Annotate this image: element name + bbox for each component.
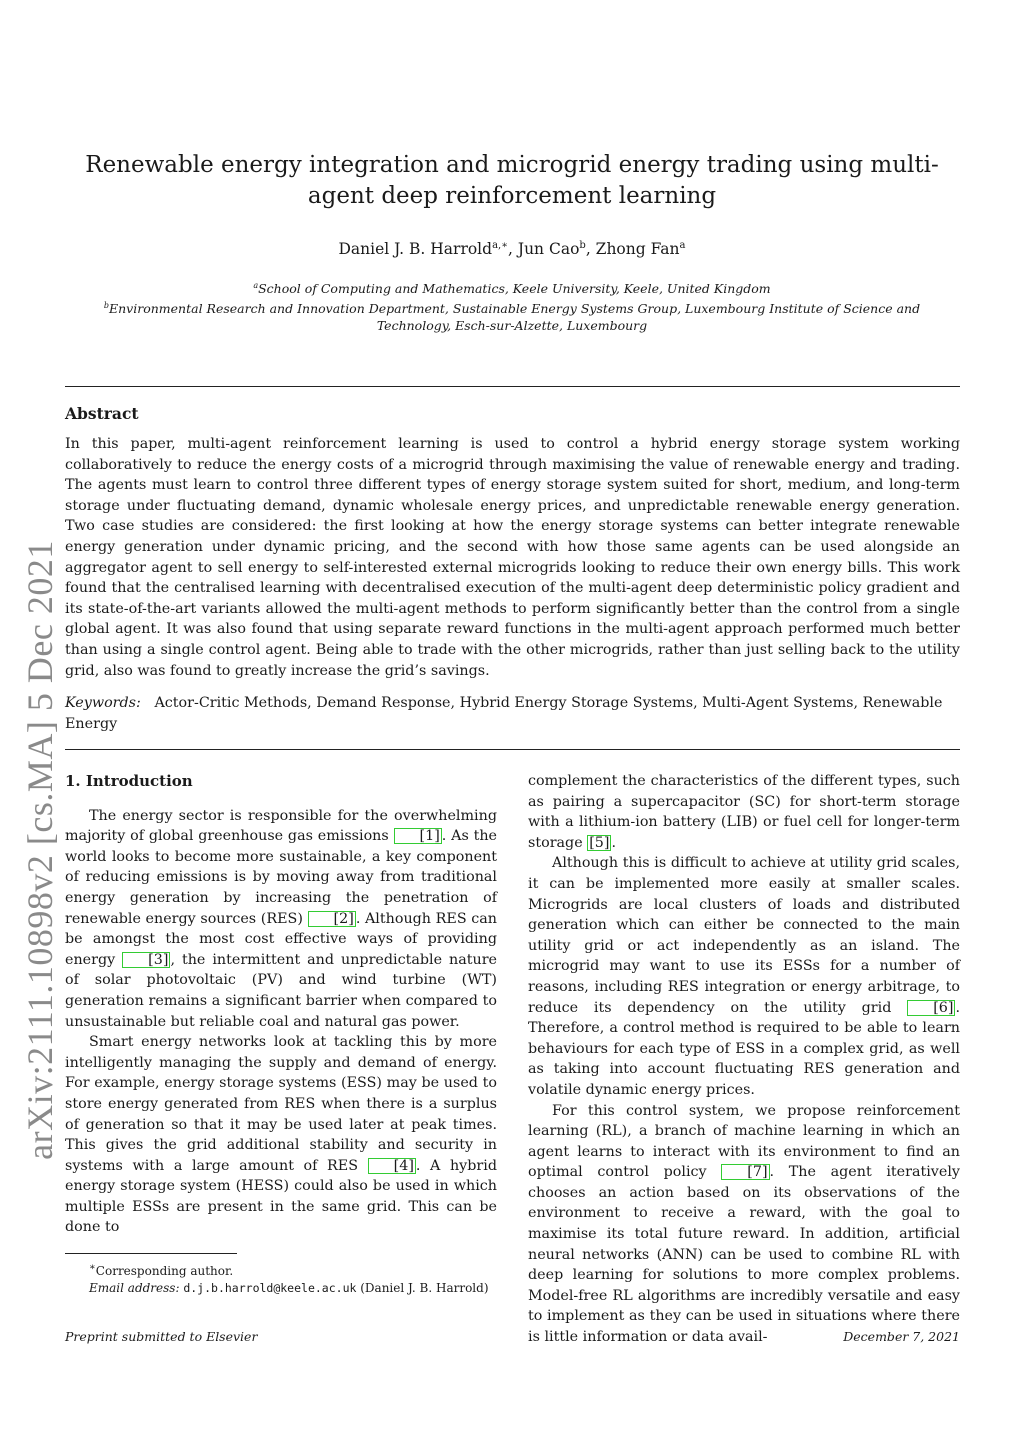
- author-name: Jun Cao: [517, 240, 580, 259]
- footnote: [65, 1259, 497, 1297]
- footer-date: December 7, 2021: [843, 1329, 960, 1344]
- email-owner: (Daniel J. B. Harrold): [360, 1281, 489, 1295]
- left-column: [65, 771, 497, 1238]
- body-paragraph: complement the characteristics of the different types, such as pairing a supercapacitor (SC) for short-term storage with a lithium-ion battery (LIB) or fuel cell for longer-term storage [5] .: [528, 773, 960, 851]
- affiliation-mark: b: [103, 301, 109, 311]
- citation-link[interactable]: [2]: [308, 911, 356, 927]
- citation-link[interactable]: [5]: [589, 834, 610, 851]
- email-label: Email address:: [89, 1281, 180, 1295]
- author-affiliation-mark: a,∗: [492, 240, 508, 251]
- divider-bottom: [65, 749, 960, 750]
- email-link[interactable]: d.j.b.harrold@keele.ac.uk: [183, 1281, 357, 1295]
- right-column-body: [528, 771, 960, 1348]
- body-paragraph: For this control system, we propose reinforcement learning (RL), a branch of machine learning in which an agent learns to interact with its environment to find an optimal control policy [7] . The agent iteratively chooses an action based on its observations of the environment to receive a reward, with the goal to maximise its total future reward. In addition, artificial neural networks (ANN) can be used to combine RL with deep learning for solutions to more complex problems. Model-free RL algorithms are incredibly versatile and easy to implement as they can be used in situations where there is little information or data avail-: [528, 1102, 960, 1346]
- abstract-text: In this paper, multi-agent reinforcement learning is used to control a hybrid energy storage system working collaboratively to reduce the energy costs of a microgrid through maximising the value of renewable energy and trading. The agents must learn to control three different types of energy storage system suited for short, medium, and long-term storage under fluctuating demand, dynamic wholesale energy prices, and unpredictable renewable energy generation. Two case studies are considered: the first looking at how the energy storage systems can better integrate renewable energy generation under dynamic pricing, and the second with how those same agents can be used alongside an aggregator agent to sell energy to self-interested external microgrids looking to reduce their own energy bills. This work found that the centralised learning with decentralised execution of the multi-agent deep deterministic policy gradient and its state-of-the-art variants allowed the multi-agent methods to perform significantly better than the control from a single global agent. It was also found that using separate reward functions in the multi-agent approach performed much better than using a single control agent. Being able to trade with the other microgrids, rather than just selling back to the utility grid, also was found to greatly increase the grid’s savings.: [65, 436, 960, 679]
- citation-link[interactable]: [7]: [721, 1164, 769, 1180]
- citation-link[interactable]: [3]: [122, 952, 170, 968]
- footnote-mark: ∗: [89, 1262, 96, 1273]
- affiliation: [90, 297, 934, 334]
- section-heading-introduction: 1. Introduction: [65, 772, 193, 790]
- affiliation-text: School of Computing and Mathematics, Keele University, Keele, United Kingdom: [258, 281, 771, 297]
- keywords: [65, 693, 960, 734]
- divider-top: [65, 386, 960, 387]
- citation-link[interactable]: [6]: [907, 1000, 955, 1016]
- body-paragraph: Although this is difficult to achieve at utility grid scales, it can be implemented more easily at smaller scales. Microgrids are local clusters of loads and distributed generation which can either be connected to the main utility grid or act independently as an island. The microgrid may want to use its ESSs for a number of reasons, including RES integration or energy arbitrage, to reduce its dependency on the utility grid [6] . Therefore, a control method is required to be able to learn behaviours for each type of ESS in a complex grid, as well as taking into account fluctuating RES generation and volatile dynamic energy prices.: [528, 855, 960, 1098]
- author-affiliation-mark: b: [579, 240, 586, 251]
- keywords-text: Actor-Critic Methods, Demand Response, Hybrid Energy Storage Systems, Multi-Agent Systems, Renewable Energy: [65, 695, 943, 732]
- footer-preprint-note: Preprint submitted to Elsevier: [65, 1329, 258, 1344]
- abstract-heading: Abstract: [65, 404, 139, 423]
- author-list: Daniel J. B. Harrold$^{a,∗}$, Jun Cao$^b$, Zhong Fan$^a$: [338, 240, 686, 259]
- right-column: [528, 771, 960, 1348]
- footnote-text: Corresponding author.: [95, 1264, 234, 1278]
- left-column-body: [65, 806, 497, 1238]
- affiliation: [90, 277, 934, 297]
- citation-link[interactable]: [4]: [368, 1158, 416, 1174]
- keywords-label: Keywords:: [65, 695, 141, 711]
- author-affiliation-mark: a: [679, 240, 686, 251]
- affiliations: [90, 277, 934, 334]
- body-paragraph: Smart energy networks look at tackling this by more intelligently managing the supply and demand of energy. For example, energy storage systems (ESS) may be used to store energy generated from RES when there is a surplus of generation so that it may be used later at peak times. This gives the grid additional stability and security in systems with a large amount of RES [4] . A hybrid energy storage system (HESS) could also be used in which multiple ESSs are present in the same grid. This can be done to: [65, 1034, 497, 1236]
- affiliation-text: Environmental Research and Innovation Department, Sustainable Energy Systems Group, Luxembourg Institute of Science and Technology, Esch-sur-Alzette, Luxembourg: [109, 301, 921, 334]
- author-name: Daniel J. B. Harrold: [338, 240, 493, 259]
- footnote-rule: [65, 1253, 237, 1254]
- body-paragraph: The energy sector is responsible for the overwhelming majority of global greenhouse gas emissions [1] . As the world looks to become more sustainable, a key component of reducing emissions is by moving away from traditional energy generation by increasing the penetration of renewable energy sources (RES) [2] . Although RES can be amongst the most cost effective ways of providing energy [3] , the intermittent and unpredictable nature of solar photovoltaic (PV) and wind turbine (WT) generation remains a significant barrier when compared to unsustainable but reliable coal and natural gas power.: [65, 807, 497, 1030]
- affiliation-mark: a: [253, 281, 259, 290]
- paper-title: Renewable energy integration and microgrid energy trading using multi-agent deep reinforcement learning: [85, 152, 939, 209]
- arxiv-identifier-stamp: arXiv:2111.10898v2 [cs.MA] 5 Dec 2021: [20, 540, 60, 1160]
- citation-link[interactable]: [1]: [394, 828, 442, 844]
- author-name: Zhong Fan: [595, 240, 680, 259]
